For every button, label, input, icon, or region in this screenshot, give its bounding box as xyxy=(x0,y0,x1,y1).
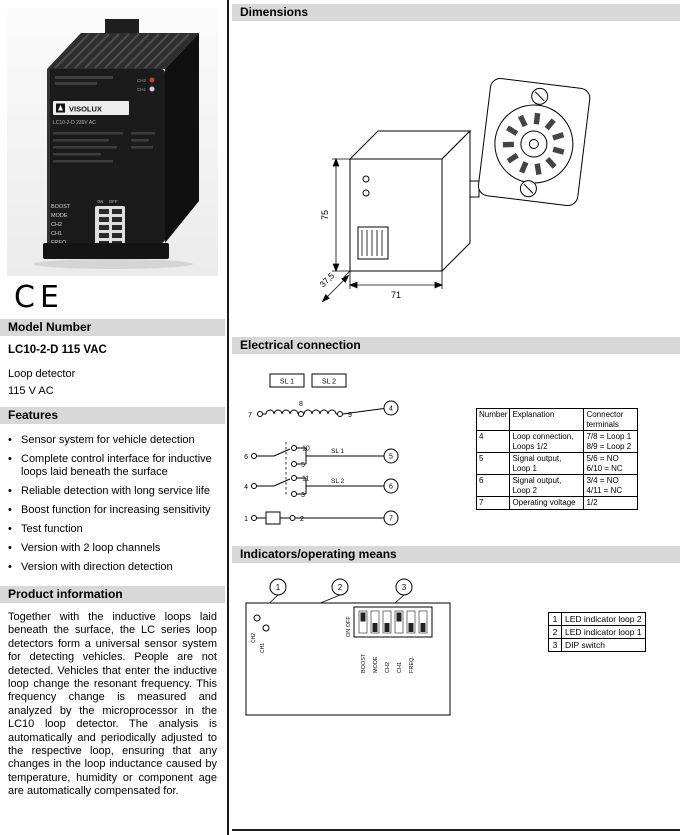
callout-4: 4 xyxy=(389,405,393,413)
cell-line: 4/11 = NC xyxy=(586,485,623,495)
dimensions-drawing xyxy=(232,21,680,327)
terminal-5: 5 xyxy=(301,462,305,469)
device-off-label: OFF xyxy=(108,199,117,204)
terminal-8: 8 xyxy=(299,401,303,408)
feature-item: • Complete control interface for inductive loops laid beneath the surface xyxy=(7,453,223,479)
terminal-3: 3 xyxy=(301,492,305,499)
device-label-boost: BOOST xyxy=(50,204,70,210)
cell-line: 3/4 = NO xyxy=(586,476,619,485)
loop1-label: SL 1 xyxy=(279,378,295,386)
terminal-2: 2 xyxy=(300,516,304,523)
indicators-diagram xyxy=(236,571,536,731)
table-cell xyxy=(510,453,584,475)
features-list xyxy=(0,424,225,586)
supply-row xyxy=(252,512,385,524)
cell-line: 1/2 xyxy=(586,498,598,507)
table-cell xyxy=(584,475,638,497)
dim-depth-label: 37,5 xyxy=(317,270,337,290)
cell-line: Signal output, xyxy=(512,454,562,463)
table-row xyxy=(477,475,638,497)
dim-depth xyxy=(317,270,350,301)
device-label-ch2: CH2 xyxy=(50,222,62,228)
table-cell xyxy=(584,431,638,453)
cell-line: Operating voltage xyxy=(512,498,576,507)
electrical-connection-table xyxy=(476,408,638,510)
table-cell: 6 xyxy=(477,475,510,497)
device-brand: VISOLUX xyxy=(68,104,102,114)
table-cell xyxy=(510,497,584,510)
terminal-7: 7 xyxy=(248,412,252,419)
cell-line: Loops 1/2 xyxy=(512,441,548,451)
terminal-1: 1 xyxy=(244,516,248,523)
terminal-4: 4 xyxy=(244,484,248,491)
table-header-cell: Number xyxy=(477,409,510,431)
table-cell: LED indicator loop 2 xyxy=(562,613,646,626)
table-header-cell: Explanation xyxy=(510,409,584,431)
dimensions-header: Dimensions xyxy=(232,4,680,21)
loop-coils xyxy=(258,374,385,417)
device-label-mode: MODE xyxy=(50,213,67,219)
table-header-cell: Connector terminals xyxy=(584,409,638,431)
product-information-text: Together with the inductive loops laid beneath the surface, the LC series loop detectors form a universal sensor system for detecting vehicles. People are not detected. Vehicles that enter the inductive loop change the resonant frequency. This frequency change is measured and analyzed by the microprocessor in the LC10 loop detector. The analysis is automatically and periodically adjusted to the respective loop, ensuring that any changes in the loop inductance caused by temperature, humidity or component age are automatically compensated for. xyxy=(8,611,217,798)
table-cell: 3 xyxy=(549,639,562,652)
table-header-row xyxy=(477,409,638,431)
indicator-callout-1: 1 xyxy=(275,583,281,592)
device-led-ch2-icon xyxy=(149,78,154,83)
dip-on-off-label: ON OFF xyxy=(346,616,352,637)
cell-line: 6/10 = NC xyxy=(586,463,623,473)
led-loop2-icon xyxy=(254,615,260,621)
cell-line: 5/6 = NO xyxy=(586,454,619,463)
led-loop2-label: CH2 xyxy=(251,632,257,643)
table-row xyxy=(477,431,638,453)
model-number: LC10-2-D 115 VAC xyxy=(8,344,107,356)
device-shadow xyxy=(33,259,193,269)
product-type: Loop detector xyxy=(8,368,76,380)
product-information-header: Product information xyxy=(0,586,225,603)
dip-label-ch2: CH2 xyxy=(385,661,391,673)
switch2-label: SL 2 xyxy=(331,478,345,485)
table-cell: 2 xyxy=(549,626,562,639)
contact-row-2 xyxy=(252,476,385,497)
table-cell: LED indicator loop 1 xyxy=(562,626,646,639)
callout-5: 5 xyxy=(389,453,393,461)
column-divider xyxy=(227,0,229,835)
dip-label-boost: BOOST xyxy=(361,653,367,673)
indicator-callout-2: 2 xyxy=(337,583,343,592)
ce-mark: CE xyxy=(14,280,64,315)
features-header: Features xyxy=(0,407,225,424)
cell-line: Loop 2 xyxy=(512,485,537,495)
device-led-label-ch2: CH2 xyxy=(136,78,146,83)
contact-row-1 xyxy=(252,446,385,467)
indicators-table xyxy=(548,612,646,652)
table-cell: 1 xyxy=(549,613,562,626)
table-row xyxy=(477,497,638,510)
wiring-diagram xyxy=(236,356,474,546)
table-cell xyxy=(584,497,638,510)
dip-label-mode: MODE xyxy=(373,656,379,673)
terminal-9: 9 xyxy=(348,412,352,419)
switch1-label: SL 1 xyxy=(331,448,345,455)
feature-item: • Version with 2 loop channels xyxy=(7,542,223,555)
device-on-label: ON xyxy=(96,199,103,204)
led-loop1-icon xyxy=(263,625,269,631)
indicators-header: Indicators/operating means xyxy=(232,546,680,563)
dip-label-freq: FREQ. xyxy=(409,656,415,673)
feature-item: • Test function xyxy=(7,523,223,536)
table-row xyxy=(549,639,646,652)
indicator-callout-3: 3 xyxy=(401,583,407,592)
cell-line: Loop 1 xyxy=(512,463,537,473)
terminal-11: 11 xyxy=(302,475,310,483)
cell-line: Signal output, xyxy=(512,476,562,485)
dim-width xyxy=(350,271,442,300)
loop2-label: SL 2 xyxy=(321,378,337,386)
electrical-connection-section xyxy=(232,354,680,546)
feature-item: • Boost function for increasing sensitivity xyxy=(7,504,223,517)
product-device-illustration xyxy=(13,11,213,273)
box-dip-switch xyxy=(358,227,388,259)
device-edge-highlight xyxy=(47,69,50,243)
model-block xyxy=(0,336,225,407)
socket-drawing xyxy=(477,77,591,206)
device-model-label: LC10-2-D 230V AC xyxy=(52,120,96,126)
device-led-ch1-icon xyxy=(149,87,154,92)
callout-7: 7 xyxy=(389,515,393,523)
table-cell xyxy=(584,453,638,475)
box-led-hole xyxy=(363,190,369,196)
device-print-line xyxy=(55,76,113,79)
right-column xyxy=(232,0,680,831)
cell-line: 8/9 = Loop 2 xyxy=(586,441,632,451)
cell-line: 7/8 = Loop 1 xyxy=(586,432,632,441)
device-mount-tab xyxy=(105,19,139,33)
callout-circles xyxy=(384,401,398,525)
model-number-header: Model Number xyxy=(0,319,225,336)
table-cell: DIP switch xyxy=(562,639,646,652)
table-row xyxy=(549,613,646,626)
table-row xyxy=(549,626,646,639)
product-photo xyxy=(7,8,218,276)
dim-width-label: 71 xyxy=(390,290,402,300)
table-cell xyxy=(510,431,584,453)
feature-item: • Version with direction detection xyxy=(7,561,223,574)
callout-6: 6 xyxy=(389,483,393,491)
box-led-hole xyxy=(363,176,369,182)
product-voltage: 115 V AC xyxy=(8,385,54,397)
table-cell: 4 xyxy=(477,431,510,453)
device-side-face xyxy=(165,33,199,243)
table-row xyxy=(477,453,638,475)
dip-label-ch1: CH1 xyxy=(397,661,403,673)
table-cell: 5 xyxy=(477,453,510,475)
led-loop1-label: CH1 xyxy=(260,642,266,653)
terminal-10: 10 xyxy=(302,445,310,453)
indicators-section xyxy=(232,563,680,813)
feature-item: • Reliable detection with long service life xyxy=(7,485,223,498)
terminal-6: 6 xyxy=(244,454,248,461)
device-base-flange xyxy=(43,243,169,259)
device-label-ch1: CH1 xyxy=(50,231,62,237)
dim-height-label: 75 xyxy=(320,209,330,221)
electrical-connection-header: Electrical connection xyxy=(232,337,680,354)
device-led-label-ch1: CH1 xyxy=(136,87,146,92)
cell-line: Loop connection, xyxy=(512,432,574,441)
table-cell: 7 xyxy=(477,497,510,510)
dim-height xyxy=(320,159,350,271)
device-print-line xyxy=(55,82,97,85)
feature-item: • Sensor system for vehicle detection xyxy=(7,434,223,447)
table-cell xyxy=(510,475,584,497)
left-column xyxy=(0,0,225,807)
dimension-box xyxy=(350,131,479,271)
box-side-tab xyxy=(470,181,479,197)
